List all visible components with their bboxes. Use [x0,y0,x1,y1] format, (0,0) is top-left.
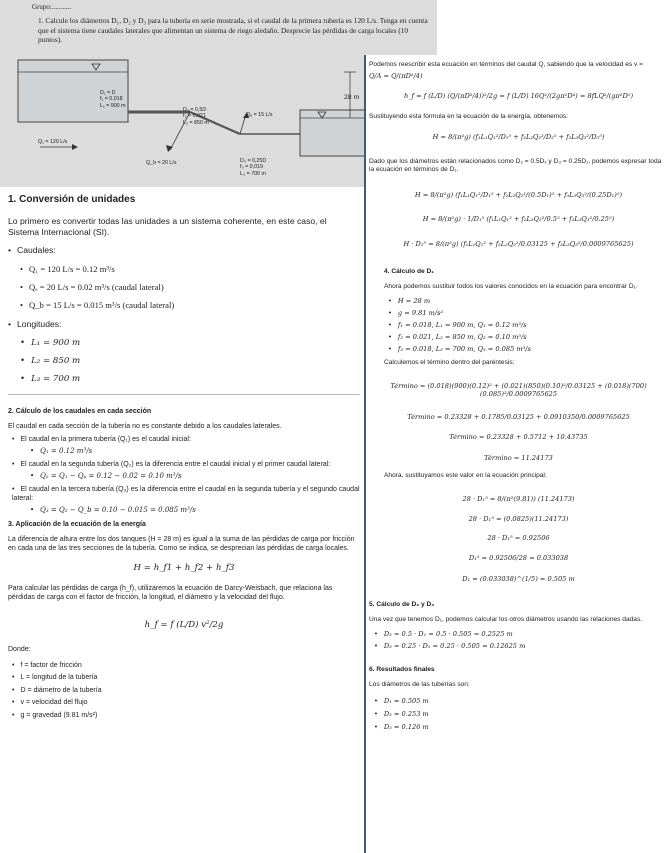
caudal-q1: • Q₁ = 120 L/s = 0.12 m³/s [20,260,360,278]
section-1-intro: Lo primero es convertir todas las unidades a un sistema coherente, en este caso, el Sistema Internacional (SI). [8,216,327,237]
pipe1-friction: f₁ = 0,018 [100,96,123,103]
pipe1-props [100,90,126,109]
darcy-equation: h_f = f (L/D) v²/2g [144,620,224,630]
section-4-intro: Ahora podemos sustituir todos los valores conocidos en la ecuación para encontrar D₁. [384,282,638,290]
caudal-qa: • Qₐ = 20 L/s = 0.02 m³/s (caudal lateral) [20,278,360,296]
section-5-intro: Una vez que tenemos D₁, podemos calcular los otros diámetros usando las relaciones dadas. [369,615,643,623]
term-step-1: Término = (0.018)(900)(0.12)² + (0.021)(850)(0.10)²/0.03125 + (0.018)(700)(0.085)²/0.0009765625 [390,381,647,398]
d1-step-2: 28 · D₁⁵ = (0.0825)(11.24173) [468,515,569,523]
grupo-label: Grupo:........... [32,3,72,11]
section-2-intro: El caudal en cada sección de la tubería no es constante debido a los caudales laterales. [8,423,282,430]
d1-result: D₁ = (0.033038)^(1/5) ≈ 0.505 m [462,574,575,583]
val-pipe2: • f₂ = 0.021, L₂ = 850 m, Q₂ = 0.10 m³/s [388,331,671,343]
caudales-label [8,245,360,256]
result-d1: • D₁ ≈ 0.505 m [374,695,671,708]
val-g: • g = 9.81 m/s² [388,307,671,319]
caudal-item-3 [12,485,360,503]
section-6-title: 6. Resultados finales [369,666,435,673]
energy-total-eq: H = 8/(π²g) (f₁L₁Q₁²/D₁⁵ + f₂L₂Q₂²/D₂⁵ + f₃L₃Q₃²/D₃⁵) [432,133,605,141]
pipe2-friction: f₂ = 0,021 [183,113,206,120]
hf-in-terms-of-q: h_f = f (L/D) (Q/(πD²/4))²/2g = f (L/D) 16Q²/(2gπ²D⁴) = 8fLQ²/(gπ²D⁵) [403,92,634,100]
d3-calc: • D₃ = 0.25 · D₁ = 0.25 · 0.505 = 0.12625 m [374,640,671,652]
problem-statement: 1. Calcule los diámetros D₁, D₂ y D₃ para la tubería en serie mostrada, si el caudal de la primera tubería es 120 L/s. Tenga en cuenta que el sistema tiene caudales laterales que alimentan un sistema de riego aledaño. Desprecie las pérdidas de carga locales (10 puntos). [38,16,428,44]
energy-equation: H = h_f1 + h_f2 + h_f3 [133,563,235,573]
caudal-item-3-text: El caudal en la tercera tubería (Q₃) es la diferencia entre el caudal en la segunda tubería y el segundo caudal lateral: [12,486,360,502]
pipe3-length: L₃ = 700 m [240,170,266,177]
eq-reduced-1: H = 8/(π²g) (f₁L₁Q₁²/D₁⁵ + f₂L₂Q₂²/(0.5D₁)⁵ + f₃L₃Q₃²/(0.25D₁)⁵) [414,190,623,199]
val-pipe3: • f₃ = 0.018, L₃ = 700 m, Q₃ = 0.085 m³/s [388,343,671,355]
d2-calc: • D₂ = 0.5 · D₁ = 0.5 · 0.505 = 0.2525 m [374,628,671,640]
val-pipe1: • f₁ = 0.018, L₁ = 900 m, Q₁ = 0.12 m³/s [388,319,671,331]
qb-label: Q_b = 20 L/s [146,160,177,166]
pipe3-friction: f₃ = 0,019 [240,164,263,171]
d1-step-3: 28 · D₁⁵ = 0.92506 [487,533,550,542]
section-3-title: 3. Aplicación de la ecuación de la energía [8,521,146,528]
left-column [8,193,360,722]
pipe2-props [183,107,209,126]
def-f: • f = factor de fricción [12,660,360,672]
caudal-item-2-eq: • Q₂ = Q₁ − Qₐ = 0.12 − 0.02 = 0.10 m³/s [30,472,360,481]
caudal-item-1 [12,435,360,444]
pipe3-props [240,158,266,177]
length-l1: • L₁ = 900 m [20,334,360,352]
velocity-intro: Podemos reescribir esta ecuación en términos del caudal Q, sabiendo que la velocidad es v = [369,61,643,68]
darcy-intro: Para calcular las pérdidas de carga (h_f), utilizaremos la ecuación de Darcy-Weisbach, que relaciona las pérdidas de carga con el factor de fricción, la longitud, el diámetro y la velocidad del flujo. [8,585,333,601]
caudal-item-2 [12,460,360,469]
term-step-4: Término = 11.24173 [484,453,553,462]
velocity-relation: Q/A = Q/(πD²/4) [369,71,423,80]
caudal-item-2-text: El caudal en la segunda tubería (Q₂) es la diferencia entre el caudal inicial y el primer caudal lateral: [20,461,331,468]
pipe3-diameter: D₃ = 0,25D [240,158,267,164]
section-5-title: 5. Cálculo de D₂ y D₃ [369,601,435,608]
q1-label: Q₁ = 120 L/s [38,139,68,145]
qa-label: Qₐ = 15 L/s [246,112,273,118]
d1-step-1: 28 · D₁⁵ = 8/(π²(9.81)) (11.24173) [462,494,575,503]
d1-step-4: D₁⁵ = 0.92506/28 = 0.033038 [468,554,569,562]
height-label: 28 m [344,94,360,101]
term-intro: Calculemos el término dentro del paréntesis: [384,359,515,366]
donde-label: Donde: [8,646,31,653]
right-column [366,55,671,853]
pipe1-diameter: D₁ = D [100,90,116,96]
longitudes-text: Longitudes: [17,319,62,329]
caudal-item-1-text: El caudal en la primera tubería (Q₁) es el caudal inicial: [20,436,191,443]
substitution-note: Sustituyendo esta fórmula en la ecuación de la energía, obtenemos: [369,112,569,120]
term-step-2: Término = 0.23328 + 0.1785/0.03125 + 0.0910350/0.0009765625 [407,412,630,421]
section-1-title: 1. Conversión de unidades [8,194,136,205]
section-3-intro: La diferencia de altura entre los dos tanques (H = 28 m) es igual a la suma de las pérdidas de carga por fricción en cada una de las tres secciones de la tubería. Como se indica, se desprecian las pérdidas de carga locales. [8,536,355,552]
eq-reduced-3: H · D₁⁵ = 8/(π²g) (f₁L₁Q₁² + f₂L₂Q₂²/0.03125 + f₃L₃Q₃²/0.0009765625) [403,239,634,248]
val-H: • H = 28 m [388,295,671,307]
def-D: • D = diámetro de la tubería [12,685,360,697]
section-4-title: 4. Cálculo de D₁ [384,268,434,275]
pipe2-diameter: D₂ = 0,5D [183,107,207,113]
def-L: • L = longitud de la tubería [12,672,360,684]
substitution-note-2: Ahora, sustituyamos este valor en la ecuación principal: [384,472,547,479]
pipe2-length: L₂ = 850 m [183,119,209,126]
section-2-title: 2. Cálculo de los caudales en cada sección [8,408,152,415]
pipe1-length: L₁ = 900 m [100,102,126,109]
caudal-item-3-eq: • Q₃ = Q₂ − Q_b = 0.10 − 0.015 = 0.085 m³/s [30,506,360,515]
longitudes-label [8,319,360,330]
length-l2: • L₂ = 850 m [20,352,360,370]
section-6-intro: Los diámetros de las tuberías son: [369,680,470,688]
eq-reduced-2: H = 8/(π²g) · 1/D₁⁵ (f₁L₁Q₁² + f₂L₂Q₂²/0.5⁵ + f₃L₃Q₃²/0.25⁵) [422,215,615,223]
caudal-item-1-eq: • Q₁ = 0.12 m³/s [30,447,360,456]
def-v: • v = velocidad del flujo [12,697,360,709]
term-step-3: Término = 0.23328 + 0.5712 + 10.43735 [449,433,588,441]
section-divider [8,394,360,395]
length-l3: • L₃ = 700 m [20,370,360,388]
result-d3: • D₃ ≈ 0.126 m [374,721,671,734]
caudal-qb: • Q_b = 15 L/s = 0.015 m³/s (caudal lateral) [20,296,360,314]
caudales-text: Caudales: [17,245,56,255]
result-d2: • D₂ ≈ 0.253 m [374,708,671,721]
diameter-relation: Dado que los diámetros están relacionados como D₂ = 0.5D₁ y D₃ = 0.25D₁, podemos expresar toda la ecuación en términos de D₁. [369,157,662,173]
def-g: • g = gravedad (9.81 m/s²) [12,710,360,722]
